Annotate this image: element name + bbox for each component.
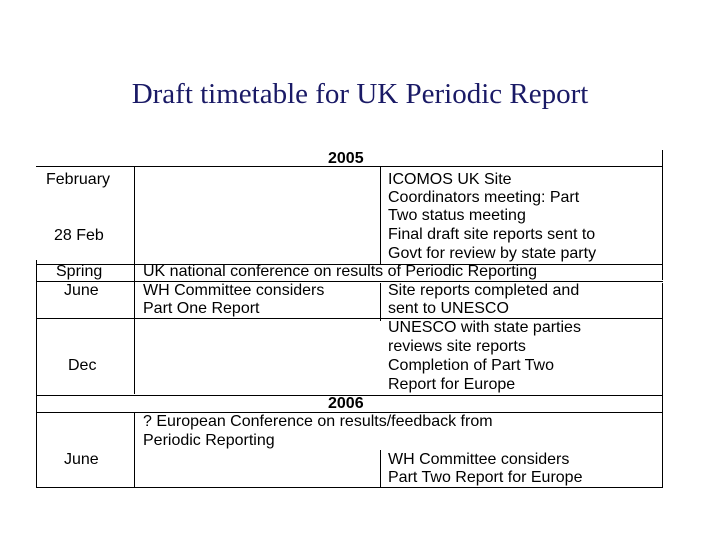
middle-column-divider-june (380, 283, 381, 321)
year-heading-2005: 2005 (328, 150, 364, 167)
event-site-reports-line-2: sent to UNESCO (388, 300, 509, 317)
date-spring: Spring (56, 263, 103, 280)
event-unesco-line-1: UNESCO with state parties (388, 319, 581, 336)
event-unesco-line-4: Report for Europe (388, 376, 516, 393)
event-unesco-line-2: reviews site reports (388, 338, 526, 355)
event-uk-national-conference: UK national conference on results of Periodic Reporting (143, 263, 537, 280)
event-wh-part-one-line-2: Part One Report (143, 300, 260, 317)
year-heading-2006: 2006 (328, 395, 364, 412)
middle-column-divider (380, 166, 381, 264)
event-european-conference-line-2: Periodic Reporting (143, 432, 275, 449)
event-european-conference-line-1: ? European Conference on results/feedback from (143, 413, 493, 430)
event-final-draft-line-1: Final draft site reports sent to (388, 226, 596, 243)
date-column-divider-2006 (134, 413, 135, 488)
slide-title: Draft timetable for UK Periodic Report (131, 78, 589, 110)
left-border (36, 260, 37, 488)
middle-column-divider-2006 (380, 450, 381, 488)
event-wh-part-two-line-1: WH Committee considers (388, 451, 570, 468)
date-june-2005: June (64, 282, 99, 299)
event-unesco-line-3: Completion of Part Two (388, 357, 555, 374)
rule-bottom (36, 487, 663, 488)
date-column-divider (134, 166, 135, 394)
right-border-top (662, 150, 663, 280)
event-final-draft-line-2: Govt for review by state party (388, 245, 597, 262)
right-border-bottom (662, 283, 663, 488)
event-icomos-line-3: Two status meeting (388, 207, 526, 224)
date-28-feb: 28 Feb (54, 227, 104, 244)
event-wh-part-two-line-2: Part Two Report for Europe (388, 469, 583, 486)
date-june-2006: June (64, 451, 99, 468)
event-wh-part-one-line-1: WH Committee considers (143, 282, 325, 299)
date-february: February (46, 171, 111, 188)
date-dec: Dec (68, 357, 97, 374)
event-icomos-line-2: Coordinators meeting: Part (388, 189, 580, 206)
event-site-reports-line-1: Site reports completed and (388, 282, 580, 299)
event-icomos-line-1: ICOMOS UK Site (388, 171, 512, 188)
